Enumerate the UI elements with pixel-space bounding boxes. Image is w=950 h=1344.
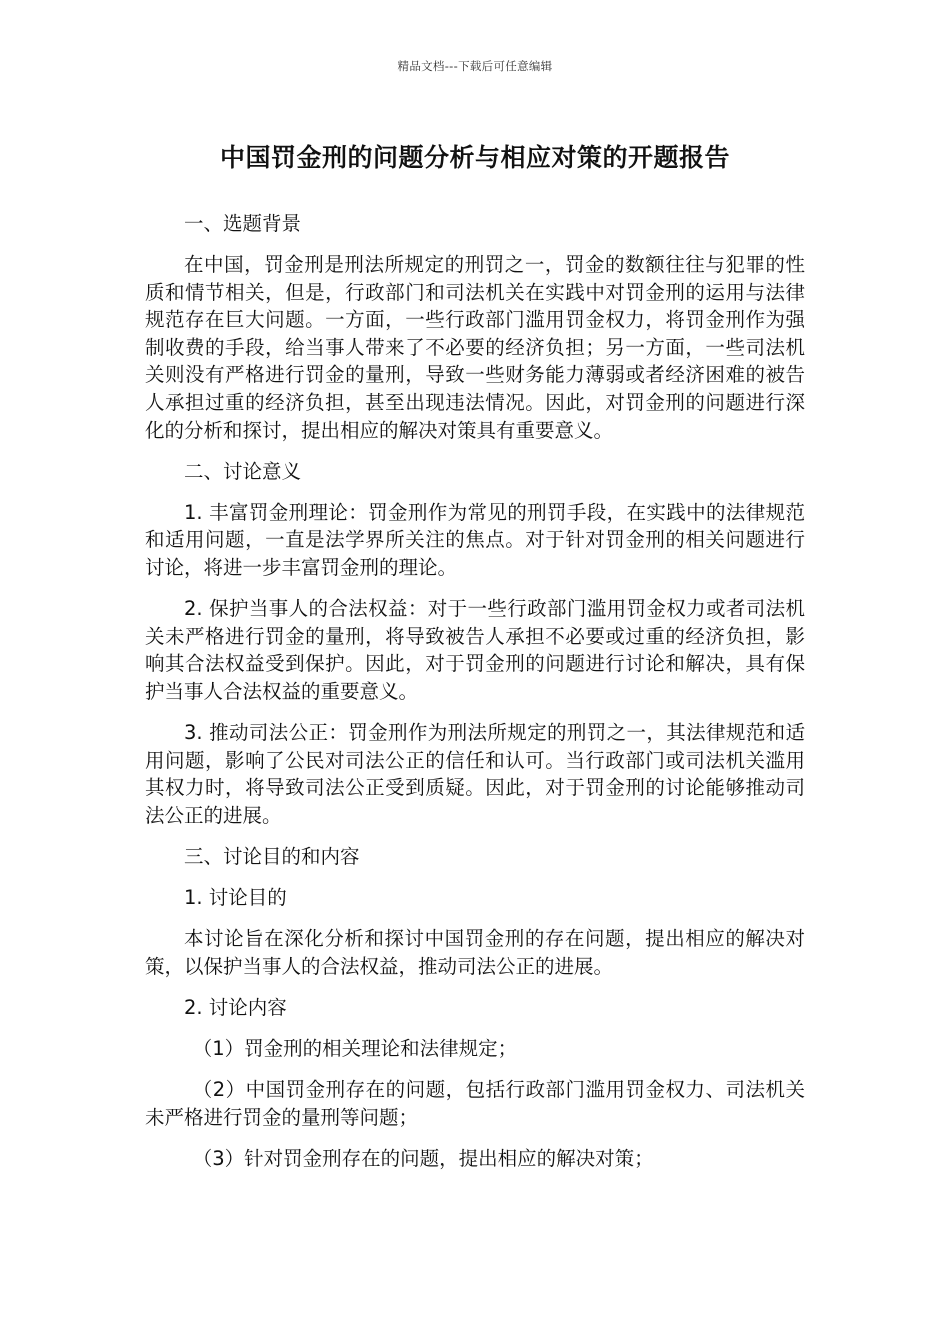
purpose-heading: 1. 讨论目的 xyxy=(184,885,287,909)
content-heading: 2. 讨论内容 xyxy=(184,995,287,1019)
purpose-paragraph: 本讨论旨在深化分析和探讨中国罚金刑的存在问题，提出相应的解决对策，以保护当事人的合法权益，推动司法公正的进展。 xyxy=(145,927,805,978)
content-item-2: （2）中国罚金刑存在的问题，包括行政部门滥用罚金权力、司法机关未严格进行罚金的量刑等问题； xyxy=(145,1077,805,1129)
background-paragraph: 在中国，罚金刑是刑法所规定的刑罚之一，罚金的数额往往与犯罪的性质和情节相关，但是，行政部门和司法机关在实践中对罚金刑的运用与法律规范存在巨大问题。一方面，一些行政部门滥用罚金权力，将罚金刑作为强制收费的手段，给当事人带来了不必要的经济负担；另一方面，一些司法机关则没有严格进行罚金的量刑，导致一些财务能力薄弱或者经济困难的被告人承担过重的经济负担，甚至出现违法情况。因此，对罚金刑的问题进行深化的分析和探讨，提出相应的解决对策具有重要意义。 xyxy=(145,253,805,442)
significance-item-1: 1. 丰富罚金刑理论：罚金刑作为常见的刑罚手段，在实践中的法律规范和适用问题，一直是法学界所关注的焦点。对于针对罚金刑的相关问题进行讨论，将进一步丰富罚金刑的理论。 xyxy=(145,500,805,580)
header-note: 精品文档---下载后可任意编辑 xyxy=(397,59,553,73)
content-item-1: （1）罚金刑的相关理论和法律规定； xyxy=(192,1036,518,1060)
content-item-3: （3）针对罚金刑存在的问题，提出相应的解决对策； xyxy=(192,1146,654,1170)
section-heading-significance: 二、讨论意义 xyxy=(184,459,302,483)
document-title: 中国罚金刑的问题分析与相应对策的开题报告 xyxy=(219,143,730,172)
document-body xyxy=(145,210,805,1186)
section-heading-purpose-content: 三、讨论目的和内容 xyxy=(184,844,360,868)
significance-item-2: 2. 保护当事人的合法权益：对于一些行政部门滥用罚金权力或者司法机关未严格进行罚金的量刑，将导致被告人承担不必要或过重的经济负担，影响其合法权益受到保护。因此，对于罚金刑的问题进行讨论和解决，具有保护当事人合法权益的重要意义。 xyxy=(145,597,805,703)
significance-item-3: 3. 推动司法公正：罚金刑作为刑法所规定的刑罚之一，其法律规范和适用问题，影响了公民对司法公正的信任和认可。当行政部门或司法机关滥用其权力时，将导致司法公正受到质疑。因此，对于罚金刑的讨论能够推动司法公正的进展。 xyxy=(145,721,805,827)
section-heading-background: 一、选题背景 xyxy=(184,212,302,235)
